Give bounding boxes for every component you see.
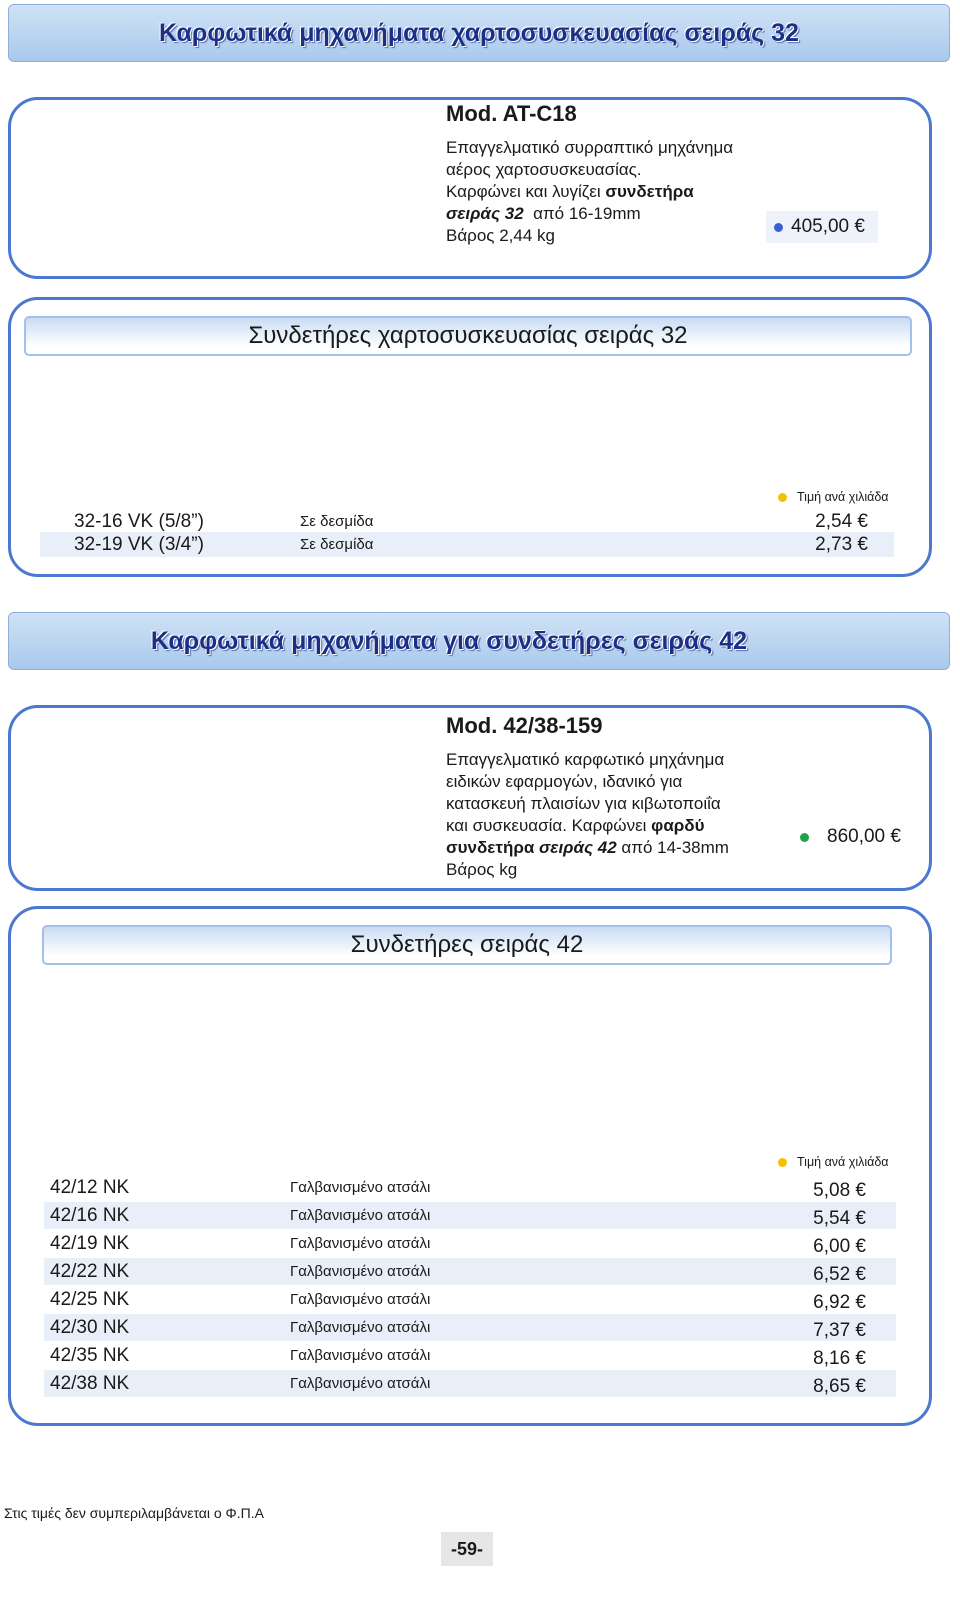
table-row [44,1314,896,1341]
section-banner-title: Καρφωτικά μηχανήματα για συνδετήρες σειράς 42 [150,626,748,655]
staple-code: 32-19 VK (3/4”) [74,533,204,555]
product-line: σειράς 32 από 16-19mm [446,204,641,223]
table-row [40,532,894,557]
product-line: ειδικών εφαρμογών, ιδανικό για [446,772,683,791]
staple-price: 8,16 € [813,1348,866,1369]
staple-desc: Γαλβανισμένο ατσάλι [290,1235,431,1252]
staple-code: 42/35 NK [50,1344,130,1366]
staple-desc: Γαλβανισμένο ατσάλι [290,1179,431,1196]
product-model: Mod. 42/38-159 [446,713,603,738]
table-row [44,1258,896,1285]
table-row [44,1370,896,1397]
price-header [778,490,889,504]
table-row [44,1174,896,1201]
staple-desc: Σε δεσμίδα [300,513,374,530]
staple-code: 42/19 NK [50,1232,130,1254]
bullet-dot-icon [800,833,809,842]
table-row [44,1230,896,1257]
staple-code: 42/12 NK [50,1176,130,1198]
staple-price: 7,37 € [813,1320,866,1341]
page-number: -59- [441,1532,493,1566]
staple-price: 5,08 € [813,1180,866,1201]
section-banner-series-32 [8,4,950,62]
staple-price: 6,00 € [813,1236,866,1257]
staples-title: Συνδετήρες χαρτοσυσκευασίας σειράς 32 [24,316,912,356]
product-line: αέρος χαρτοσυσκευασίας. [446,160,642,179]
product-line: Επαγγελματικό καρφωτικό μηχάνημα [446,750,725,769]
price-header [778,1155,889,1169]
product-description [446,103,733,247]
staple-desc: Γαλβανισμένο ατσάλι [290,1347,431,1364]
staple-price: 2,54 € [815,510,868,532]
product-price-tag [766,211,878,243]
bullet-dot-icon [774,223,783,232]
price-header-label: Τιμή ανά χιλιάδα [797,1155,889,1169]
product-line: κατασκευή πλαισίων για κιβωτοποιΐα [446,794,721,813]
product-price-tag [792,821,912,853]
staple-desc: Γαλβανισμένο ατσάλι [290,1375,431,1392]
bullet-dot-icon [778,1158,787,1167]
staple-desc: Γαλβανισμένο ατσάλι [290,1263,431,1280]
staple-price: 2,73 € [815,533,868,555]
section-banner-title: Καρφωτικά μηχανήματα χαρτοσυσκευασίας σειράς 32 [159,18,799,47]
product-description [446,715,729,881]
staple-desc: Γαλβανισμένο ατσάλι [290,1207,431,1224]
table-row [44,1342,896,1369]
price-header-label: Τιμή ανά χιλιάδα [797,490,889,504]
product-price: 860,00 € [827,826,901,847]
table-row [44,1202,896,1229]
product-price: 405,00 € [791,216,865,237]
table-row [40,508,894,535]
product-line: Βάρος 2,44 kg [446,226,555,245]
staple-price: 6,92 € [813,1292,866,1313]
product-line: Επαγγελματικό συρραπτικό μηχάνημα [446,138,734,157]
product-line: και συσκευασία. Καρφώνει φαρδύ [446,816,705,835]
staple-code: 42/16 NK [50,1204,130,1226]
staple-code: 42/25 NK [50,1288,130,1310]
vat-note: Στις τιμές δεν συμπεριλαμβάνεται ο Φ.Π.Α [4,1505,264,1521]
bullet-dot-icon [778,493,787,502]
staple-desc: Γαλβανισμένο ατσάλι [290,1291,431,1308]
table-row [44,1286,896,1313]
staple-price: 5,54 € [813,1208,866,1229]
product-line: Βάρος kg [446,860,518,879]
staple-desc: Σε δεσμίδα [300,536,374,553]
section-banner-series-42 [8,612,950,670]
staple-price: 8,65 € [813,1376,866,1397]
product-line: Καρφώνει και λυγίζει συνδετήρα [446,182,694,201]
staple-desc: Γαλβανισμένο ατσάλι [290,1319,431,1336]
staple-code: 42/30 NK [50,1316,130,1338]
product-model: Mod. AT-C18 [446,101,577,126]
staple-price: 6,52 € [813,1264,866,1285]
staples-title: Συνδετήρες σειράς 42 [42,925,892,965]
staple-code: 32-16 VK (5/8”) [74,510,204,532]
product-line: συνδετήρα σειράς 42 από 14-38mm [446,838,729,857]
staple-code: 42/38 NK [50,1372,130,1394]
staple-code: 42/22 NK [50,1260,130,1282]
